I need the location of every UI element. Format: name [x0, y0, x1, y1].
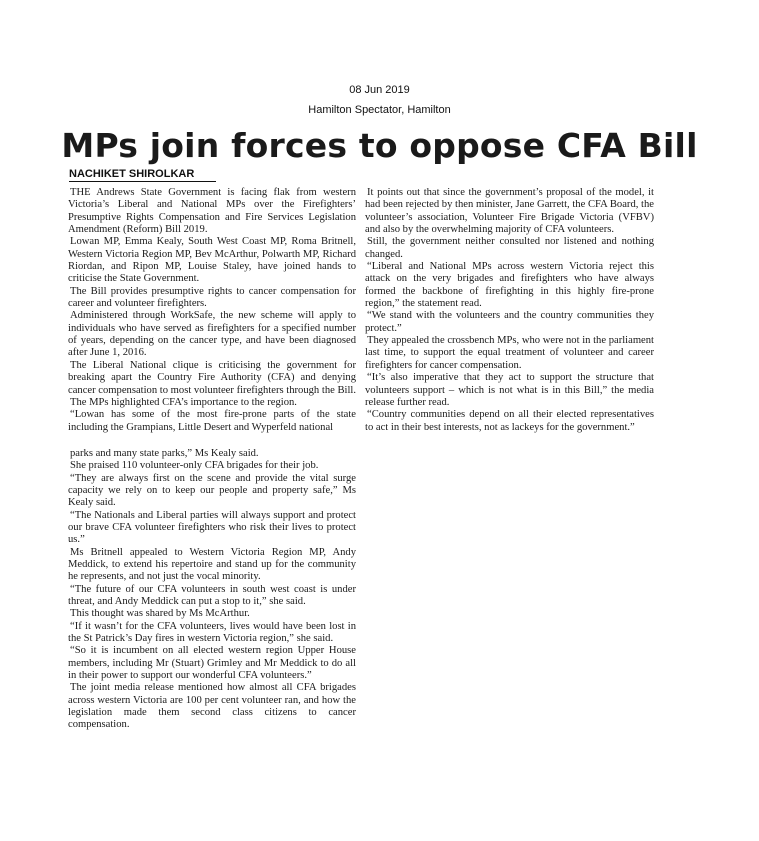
paragraph: She praised 110 volunteer-only CFA brigades for their job. [70, 460, 319, 472]
article-column-1 [68, 187, 356, 732]
paragraph: “The Nationals and Liberal parties will always support and protect our brave CFA volunteer firefighters who risk their lives to protect us.” [68, 509, 356, 546]
paragraph: “We stand with the volunteers and the country communities they protect.” [365, 310, 654, 334]
paragraph: “So it is incumbent on all elected western region Upper House members, including Mr (Stuart) Grimley and Mr Meddick to do all in their power to support our wonderful CFA volunteers.” [68, 645, 356, 682]
paragraph: Lowan MP, Emma Kealy, South West Coast MP, Roma Britnell, Western Victoria Region MP, Bev McArthur, Polwarth MP, Richard Riordan, and Ripon MP, Louise Staley, have joined hands to criticise the State Government. [68, 236, 356, 285]
byline: NACHIKET SHIROLKAR [69, 168, 216, 182]
paragraph: Still, the government neither consulted nor listened and nothing changed. [365, 236, 654, 260]
paragraph: “It’s also imperative that they act to support the structure that volunteers support – which is not what is in this Bill,” the media release further read. [365, 372, 654, 408]
paragraph: “Lowan has some of the most fire-prone parts of the state including the Grampians, Little Desert and Wyperfeld national [68, 409, 356, 433]
article-column-2 [365, 187, 654, 434]
publication-name: Hamilton Spectator, Hamilton [308, 104, 451, 116]
paragraph: “The future of our CFA volunteers in south west coast is under threat, and Andy Meddick can put a stop to it,” she said. [68, 583, 356, 607]
paragraph: “If it wasn’t for the CFA volunteers, lives would have been lost in the St Patrick’s Day fires in western Victoria region,” she said. [68, 620, 356, 645]
paragraph: “Liberal and National MPs across western Victoria reject this attack on the very brigades and firefighters who have always formed the backbone of firefighting in this highly fire-prone region,” the statement read. [365, 261, 654, 310]
paragraph: THE Andrews State Government is facing flak from western Victoria’s Liberal and National MPs over the Firefighters’ Presumptive Rights Compensation and Fire Services Legislation Amendment (Reform) Bill 2019. [68, 187, 356, 236]
paragraph: They appealed the crossbench MPs, who were not in the parliament last time, to support the equal treatment of volunteer and career firefighters for cancer compensation. [365, 335, 654, 371]
paragraph: The Liberal National clique is criticising the government for breaking apart the Country Fire Authority (CFA) and denying cancer compensation to most volunteer firefighters through the Bill. [68, 359, 357, 396]
paragraph: This thought was shared by Ms McArthur. [70, 608, 250, 620]
paragraph: parks and many state parks,” Ms Kealy said. [70, 447, 259, 459]
paragraph: The MPs highlighted CFA’s importance to the region. [70, 396, 297, 408]
paragraph: Ms Britnell appealed to Western Victoria Region MP, Andy Meddick, to extend his repertoire and stand up for the community he represents, and not just the vocal minority. [68, 546, 356, 583]
article-date: 08 Jun 2019 [349, 84, 410, 96]
paragraph: The Bill provides presumptive rights to cancer compensation for career and volunteer firefighters. [68, 285, 356, 310]
paragraph: “Country communities depend on all their elected representatives to act in their best interests, not as lackeys for the government.” [365, 409, 654, 433]
paragraph: It points out that since the government’s proposal of the model, it had been rejected by then minister, Jane Garrett, the CFA Board, the volunteer’s association, Volunteer Fire Brigade Victoria (VFBV) and also by the overwhelming majority of CFA volunteers. [365, 187, 654, 236]
paragraph: The joint media release mentioned how almost all CFA brigades across western Victoria are 100 per cent volunteer ran, and how the legislation made them second class citizens to cancer compensation. [68, 682, 356, 731]
headline: MPs join forces to oppose CFA Bill [61, 126, 698, 165]
paragraph: Administered through WorkSafe, the new scheme will apply to individuals who have served as firefighters for a specified number of years, depending on the cancer type, and have been diagnosed after June 1, 2016. [68, 310, 356, 359]
paragraph: “They are always first on the scene and provide the vital surge capacity we rely on to keep our people and property safe,” Ms Kealy said. [68, 472, 356, 509]
